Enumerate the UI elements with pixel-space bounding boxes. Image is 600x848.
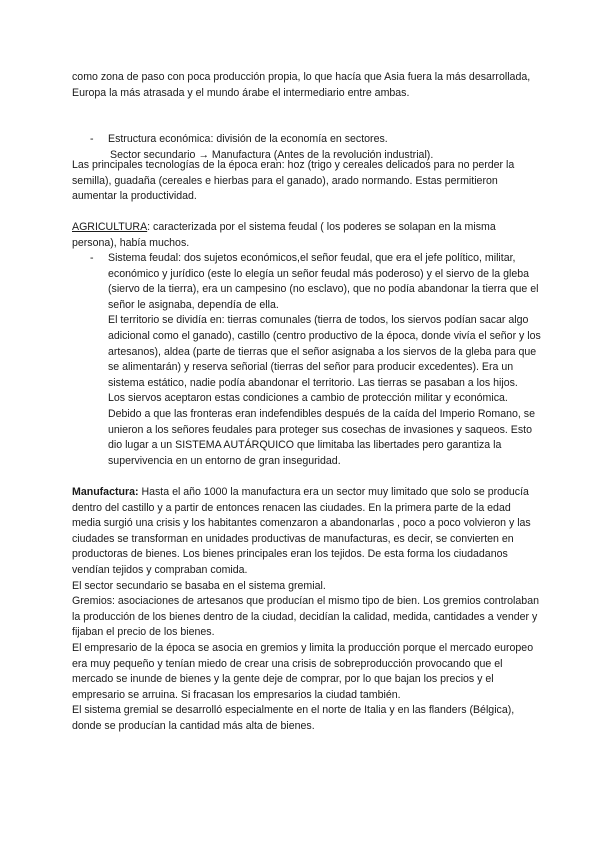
intro-paragraph	[72, 70, 542, 101]
guild-development-text: El sistema gremial se desarrolló especialmente en el norte de Italia y en las flanders (Bélgica), donde se producían la cantidad más alta de bienes.	[72, 704, 515, 732]
structure-sub-text: Sector secundario → Manufactura (Antes de la revolución industrial).	[110, 148, 434, 161]
technologies-paragraph	[72, 158, 542, 205]
bullet-dash: -	[90, 252, 94, 264]
feudal-system-text: Sistema feudal: dos sujetos económicos,el señor feudal, que era el jefe político, militar, económico y jurídico (este lo elegía un señor feudal más poderoso) y el siervo de la gleba (siervo de la tierra), era un campesino (no esclavo), que no podía abandonar la tierra que el señor le asignaba, dependía de ella.	[108, 252, 539, 311]
agriculture-intro-text: : caracterizada por el sistema feudal ( los poderes se solapan en la misma persona), había muchos.	[72, 221, 496, 249]
manufacture-intro-text: Hasta el año 1000 la manufactura era un sector muy limitado que solo se producía dentro del castillo y a partir de entonces renacen las ciudades. En la primera parte de la edad media surgió una crisis y los habitantes comenzaron a abandonarlas , poco a poco volvieron y las ciudades se transforman en unidades productivas de manufacturas, es decir, se convierten en productoras de bienes. Los bienes principales eran los tejidos. De esta forma los ciudadanos vendían tejidos y compraban comida.	[72, 486, 531, 576]
manufacture-heading: Manufactura:	[72, 486, 139, 498]
agriculture-heading: AGRICULTURA	[72, 221, 148, 233]
technologies-text: Las principales tecnologías de la época eran: hoz (trigo y cereales delicados para no perder la semilla), guadaña (cereales e hierbas para el ganado), arado normando. Estas permitieron aumentar la productividad.	[72, 159, 515, 203]
guild-system-text: El sector secundario se basaba en el sistema gremial.	[72, 579, 326, 592]
guilds-text: Gremios: asociaciones de artesanos que producían el mismo tipo de bien. Los gremios controlaban la producción de los bienes dentro de la ciudad, decidían la calidad, medida, cantidades a vender y fijaban el precio de los bienes.	[72, 595, 539, 639]
bullet-dash: -	[90, 133, 94, 145]
manufacture-section	[72, 485, 542, 735]
entrepreneur-text: El empresario de la época se asocia en gremios y limita la producción porque el mercado europeo era muy pequeño y tenían miedo de crear una crisis de sobreproducción provocando que el mercado se inunde de bienes y la gente deje de comprar, por lo que bajan los precios y el empresario se arruina. Si fracasan los empresarios la ciudad también.	[72, 641, 534, 701]
territory-text: El territorio se dividía en: tierras comunales (tierra de todos, los siervos podían sacar algo adicional como el ganado), castillo (centro productivo de la época, donde vivía el señor y los artesanos), aldea (parte de tierras que el señor asignaba a los siervos de la gleba para que se alimentarán) y reserva señorial (tierras del señor para producir excedentes). Era un sistema estático, nadie podía abandonar el territorio. Las tierras se pasaban a los hijos.	[108, 314, 541, 389]
manufacture-intro	[72, 485, 542, 579]
agriculture-intro	[72, 220, 542, 251]
intro-text: como zona de paso con poca producción propia, lo que hacía que Asia fuera la más desarrollada, Europa la más atrasada y el mundo árabe el intermediario entre ambas.	[72, 71, 531, 99]
serfs-text: Los siervos aceptaron estas condiciones a cambio de protección militar y económica. Debido a que las fronteras eran indefendibles después de la caída del Imperio Romano, se unieron a los señores feudales para proteger sus cosechas de invasiones y saqueos. Esto dio lugar a un SISTEMA AUTÁRQUICO que limitaba las libertades pero garantiza la supervivencia en un entorno de gran inseguridad.	[108, 392, 535, 467]
agriculture-section	[72, 220, 542, 251]
feudal-bullet	[72, 251, 542, 469]
structure-bullet-text: Estructura económica: división de la economía en sectores.	[108, 133, 388, 145]
